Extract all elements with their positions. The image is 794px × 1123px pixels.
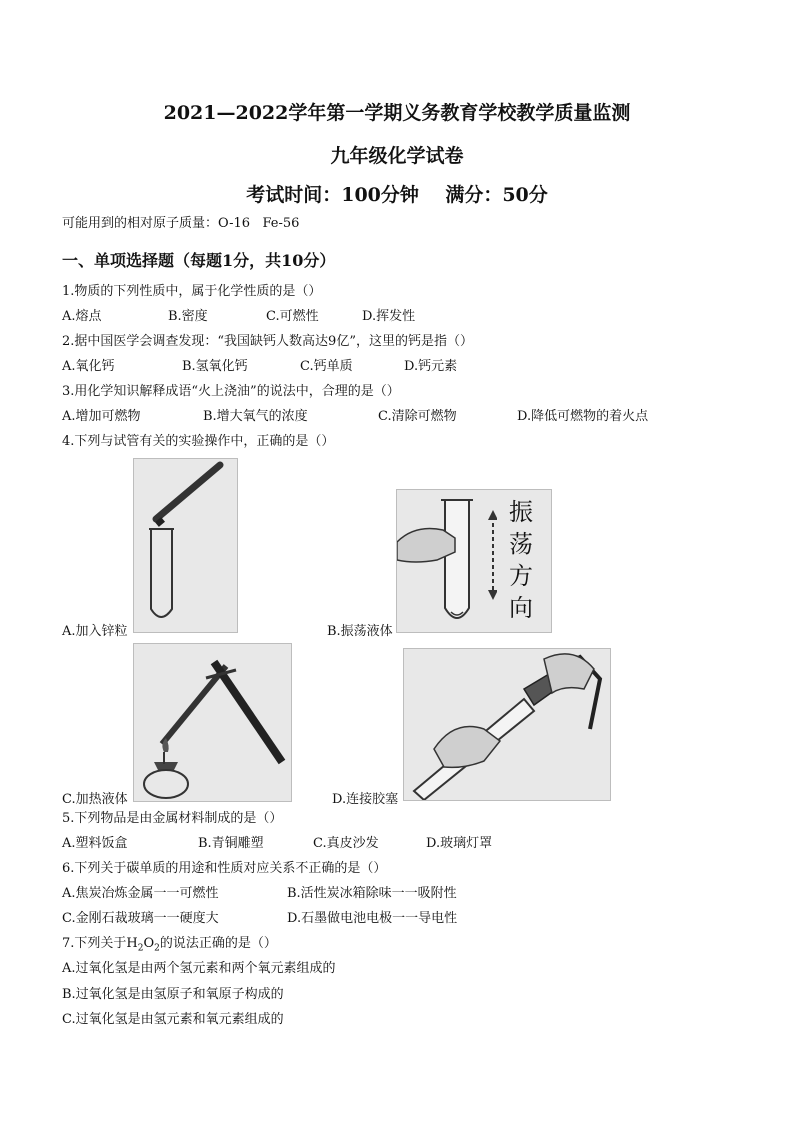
question-4-stem: 4.下列与试管有关的实验操作中，正确的是（） bbox=[62, 434, 335, 449]
q5-option-a: A.塑料饭盒 bbox=[62, 836, 128, 851]
q1-option-d: D.挥发性 bbox=[362, 309, 416, 324]
question-5-stem: 5.下列物品是由金属材料制成的是（） bbox=[62, 811, 283, 826]
exam-time-score: 考试时间：100分钟 满分：50分 bbox=[246, 184, 548, 206]
q3-option-d: D.降低可燃物的着火点 bbox=[517, 409, 649, 424]
q1-option-b: B.密度 bbox=[168, 309, 208, 324]
q5-option-d: D.玻璃灯罩 bbox=[426, 836, 493, 851]
atomic-mass-note: 可能用到的相对原子质量：O-16 Fe-56 bbox=[62, 216, 300, 231]
q4-option-a: A.加入锌粒 bbox=[62, 624, 128, 639]
figure-add-zinc bbox=[133, 458, 238, 633]
alcohol-lamp-icon bbox=[134, 644, 291, 801]
q6-option-a: A.焦炭冶炼金属一一可燃性 bbox=[62, 886, 219, 901]
q7-option-a: A.过氧化氢是由两个氢元素和两个氧元素组成的 bbox=[62, 961, 336, 976]
shaking-hand-icon bbox=[397, 490, 497, 632]
stopper-tube-icon bbox=[404, 649, 610, 800]
q3-option-a: A.增加可燃物 bbox=[62, 409, 141, 424]
figure-connect-stopper bbox=[403, 648, 611, 801]
q4-option-c: C.加热液体 bbox=[62, 792, 128, 807]
q6-option-d: D.石墨做电池电极一一导电性 bbox=[287, 911, 458, 926]
q7-option-c: C.过氧化氢是由氢元素和氧元素组成的 bbox=[62, 1012, 284, 1027]
question-3-stem: 3.用化学知识解释成语“火上浇油”的说法中，合理的是（） bbox=[62, 384, 400, 399]
q1-option-a: A.熔点 bbox=[62, 309, 102, 324]
section-title: 一、单项选择题（每题1分，共10分） bbox=[62, 251, 336, 270]
figure-shake-liquid bbox=[396, 489, 552, 633]
zinc-test-tube-icon bbox=[134, 459, 237, 632]
exam-title: 2021—2022学年第一学期义务教育学校教学质量监测 bbox=[163, 102, 631, 124]
q1-option-c: C.可燃性 bbox=[266, 309, 319, 324]
question-1-stem: 1.物质的下列性质中，属于化学性质的是（） bbox=[62, 284, 322, 299]
question-6-stem: 6.下列关于碳单质的用途和性质对应关系不正确的是（） bbox=[62, 861, 387, 876]
q2-option-d: D.钙元素 bbox=[404, 359, 458, 374]
q7-option-b: B.过氧化氢是由氢原子和氧原子构成的 bbox=[62, 987, 284, 1002]
q2-option-b: B.氢氧化钙 bbox=[182, 359, 248, 374]
question-2-stem: 2.据中国医学会调查发现：“我国缺钙人数高达9亿”，这里的钙是指（） bbox=[62, 334, 473, 349]
q3-option-b: B.增大氧气的浓度 bbox=[203, 409, 308, 424]
q5-option-b: B.青铜雕塑 bbox=[198, 836, 264, 851]
exam-subject: 九年级化学试卷 bbox=[330, 145, 464, 167]
q3-option-c: C.清除可燃物 bbox=[378, 409, 457, 424]
q4-option-b: B.振荡液体 bbox=[327, 624, 393, 639]
q6-option-b: B.活性炭冰箱除味一一吸附性 bbox=[287, 886, 457, 901]
shake-direction-label: 振 荡 方 向 bbox=[509, 498, 533, 622]
q6-option-c: C.金刚石裁玻璃一一硬度大 bbox=[62, 911, 219, 926]
question-7-stem: 7.下列关于$H_2O_2$的说法正确的是（） bbox=[62, 936, 277, 954]
q2-option-c: C.钙单质 bbox=[300, 359, 353, 374]
q4-option-d: D.连接胶塞 bbox=[332, 792, 399, 807]
q2-option-a: A.氧化钙 bbox=[62, 359, 115, 374]
figure-heat-liquid bbox=[133, 643, 292, 802]
q5-option-c: C.真皮沙发 bbox=[313, 836, 379, 851]
